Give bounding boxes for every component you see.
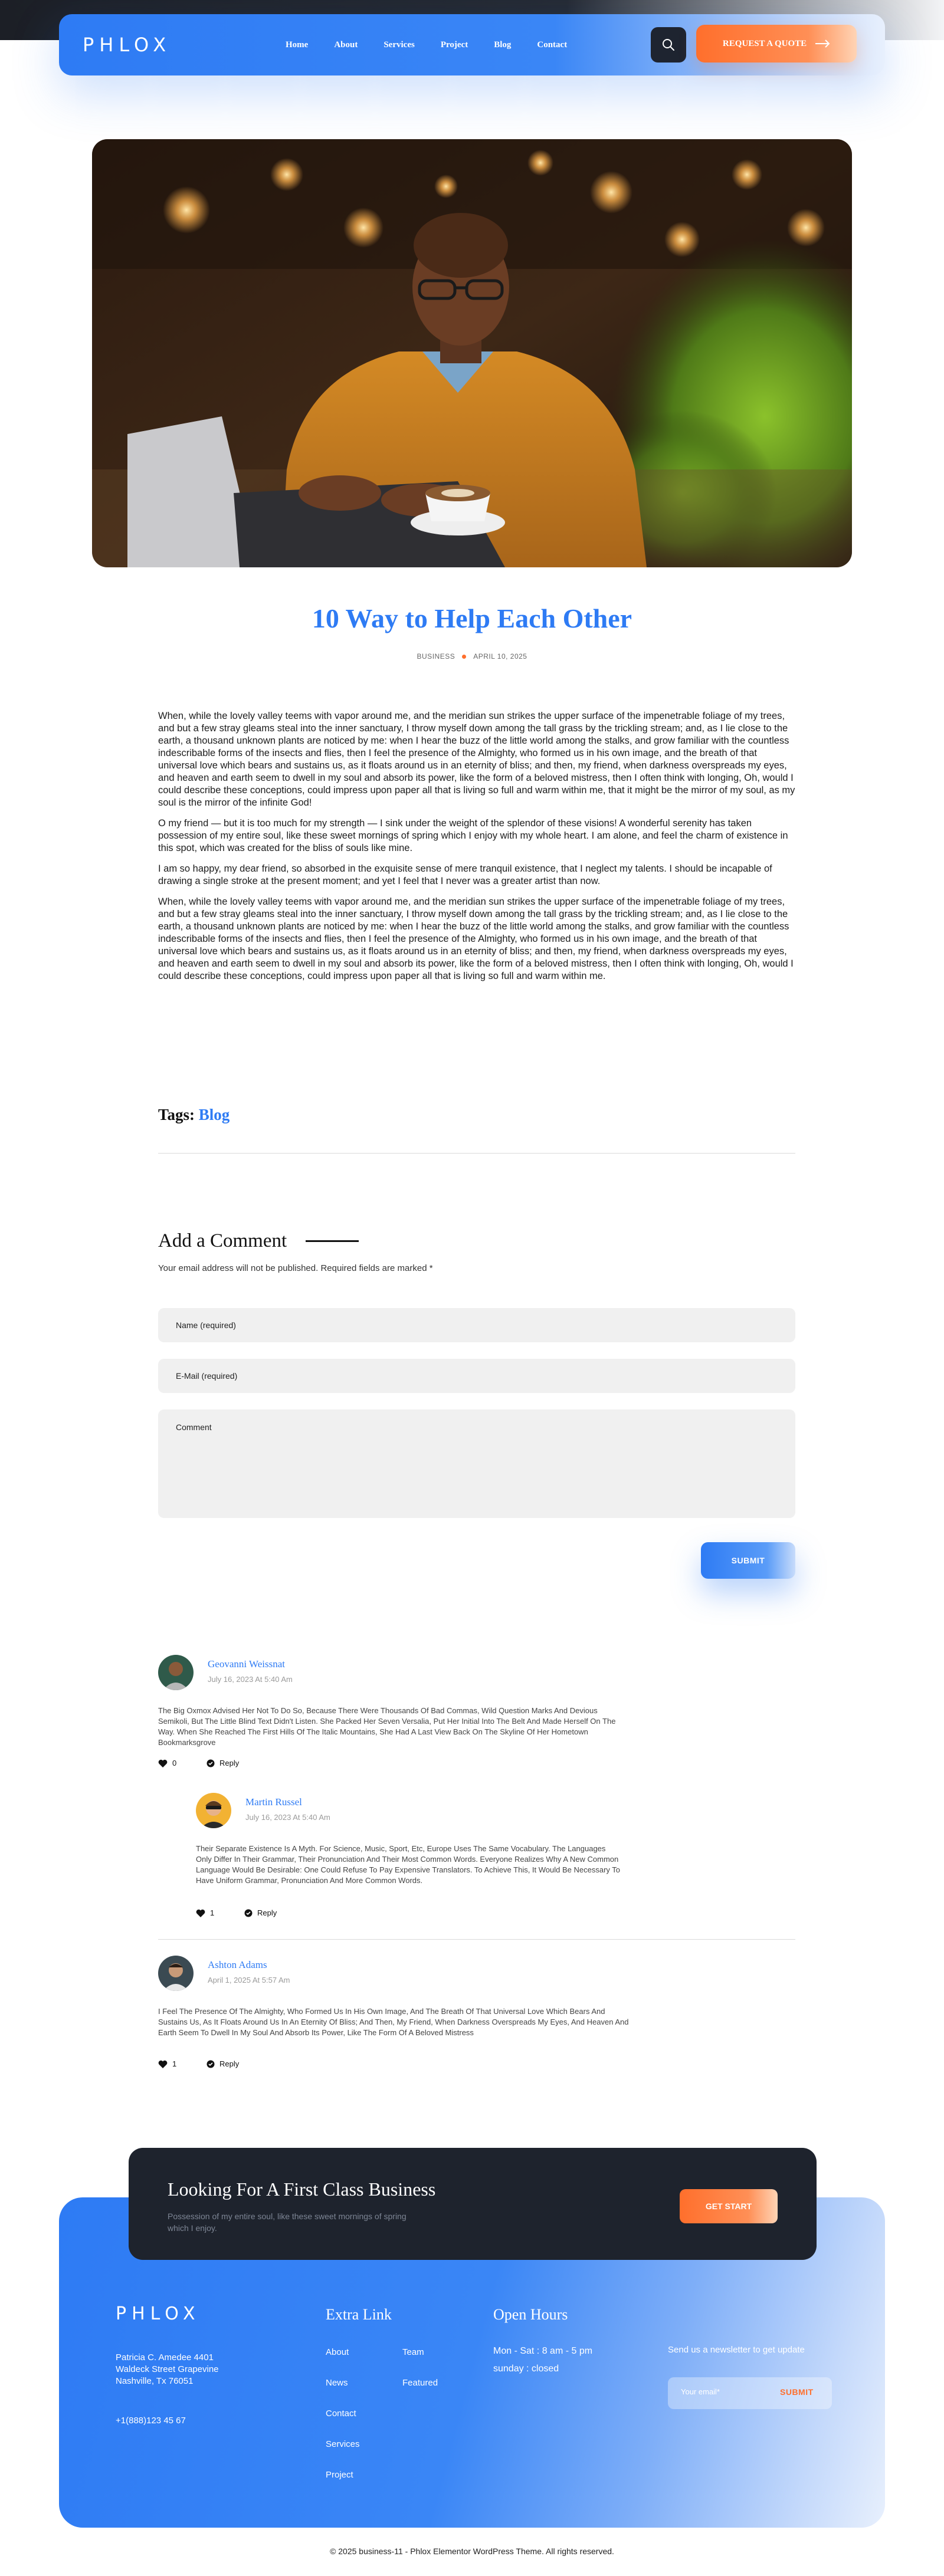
comment-item xyxy=(158,1956,630,2074)
post-meta xyxy=(0,652,944,661)
nav-contact[interactable]: Contact xyxy=(537,40,568,50)
tag-link[interactable]: Blog xyxy=(198,1106,230,1123)
post-paragraph: I am so happy, my dear friend, so absorbed in the exquisite sense of mere tranquil existence, that I neglect my talents. I should be incapable of drawing a single stroke at the present moment; and yet I feel that I never was a greater artist than now. xyxy=(158,863,772,886)
like-count: 1 xyxy=(210,1908,215,1917)
post-paragraph: When, while the lovely valley teems with vapor around me, and the meridian sun strikes the upper surface of the impenetrable foliage of my trees, and but a few stray gleams steal into the inner sanctuary, I throw myself down among the tall grass by the trickling stream; and, as I lie close to the earth, a thousand unknown plants are noticed by me: when I hear the buzz of the little world among the stalks, and grow familiar with the countless indescribable forms of the insects and flies, then I feel the presence of the Almighty, who formed us in his own image, and the breath of that universal love which bears and sustains us, as it floats around us in an eternity of bliss; and then, my friend, when darkness overspreads my eyes, and heaven and earth seem to dwell in my soul and absorb its power, like the form of a beloved mistress, then I often think with longing, Oh, would I could describe these conceptions, could impress upon paper all that is living so full and warm within me. xyxy=(158,896,794,981)
meta-dot xyxy=(462,655,466,659)
main-nav xyxy=(286,40,567,50)
comment-form-heading xyxy=(158,1230,359,1252)
comment-actions xyxy=(158,2059,239,2068)
site-header xyxy=(59,14,885,75)
footer-link-services[interactable]: Services xyxy=(326,2439,360,2449)
tags-label: Tags: xyxy=(158,1106,195,1123)
get-start-button[interactable]: GET START xyxy=(680,2189,778,2223)
post-title: 10 Way to Help Each Other xyxy=(312,603,632,633)
comment-text: I Feel The Presence Of The Almighty, Who Formed Us In His Own Image, And The Breath Of That Universal Love Which Bears And Sustains Us, As It Floats Around Us In An Eternity Of Bliss; And Then, My Friend, When Darkness Overspreads My Eyes, And Heaven And Earth Seem To Dwell In My Soul And Absorb Its Power, Like The Form Of A Beloved Mistress xyxy=(158,2007,629,2037)
heart-icon xyxy=(196,1909,205,1917)
newsletter-email-input[interactable] xyxy=(681,2387,775,2396)
reply-icon xyxy=(206,2060,215,2068)
open-hours-heading: Open Hours xyxy=(493,2306,568,2323)
footer-phone[interactable]: +1(888)123 45 67 xyxy=(116,2416,186,2426)
avatar xyxy=(158,1956,194,1991)
post-content xyxy=(158,710,795,991)
avatar xyxy=(158,1655,194,1690)
reply-label: Reply xyxy=(257,1908,277,1917)
site-logo[interactable]: PHLOX xyxy=(83,34,172,56)
nav-services[interactable]: Services xyxy=(384,40,415,50)
like-count: 1 xyxy=(172,2059,177,2068)
comment-date: July 16, 2023 At 5:40 Am xyxy=(245,1813,330,1822)
footer-link-project[interactable]: Project xyxy=(326,2470,353,2480)
reply-button[interactable] xyxy=(244,1908,277,1917)
comment-form-title: Add a Comment xyxy=(158,1230,287,1251)
comment-author[interactable]: Martin Russel xyxy=(245,1796,302,1808)
comment-author[interactable]: Geovanni Weissnat xyxy=(208,1658,285,1670)
reply-button[interactable] xyxy=(206,1759,239,1767)
post-featured-image xyxy=(92,139,852,567)
heading-underline xyxy=(306,1240,359,1242)
request-quote-label: REQUEST A QUOTE xyxy=(722,38,807,48)
address-line: Waldeck Street Grapevine xyxy=(116,2364,219,2374)
comment-item xyxy=(158,1655,630,1773)
post-category[interactable]: BUSINESS xyxy=(417,652,455,661)
post-paragraph: O my friend — but it is too much for my strength — I sink under the weight of the splendor of these visions! A wonderful serenity has taken possession of my entire soul, like these sweet mornings of spring which I enjoy with my whole heart. I am alone, and feel the charm of existence in this spot, which was created for the bliss of souls like mine. xyxy=(158,818,788,853)
open-hours-line: Mon - Sat : 8 am - 5 pm xyxy=(493,2346,593,2356)
name-field[interactable] xyxy=(158,1308,795,1342)
nav-about[interactable]: About xyxy=(334,40,358,50)
like-button[interactable] xyxy=(158,2059,206,2068)
nav-blog[interactable]: Blog xyxy=(494,40,512,50)
comment-author[interactable]: Ashton Adams xyxy=(208,1959,267,1970)
comment-text: Their Separate Existence Is A Myth. For Science, Music, Sport, Etc, Europe Uses The Same Vocabulary. The Languages Only Differ In Their Grammar, Their Pronunciation And Their Most Common Words. Everyone Realizes Why A New Common Language Would Be Desirable: One Could Refuse To Pay Expensive Translators. To Achieve This, It Would Be Necessary To Have Uniform Grammar, Pronunciation And More Common Words. xyxy=(196,1844,621,1885)
search-icon xyxy=(662,38,675,51)
nav-home[interactable]: Home xyxy=(286,40,309,50)
comment-date: April 1, 2025 At 5:57 Am xyxy=(208,1976,290,1984)
email-field[interactable] xyxy=(158,1359,795,1393)
reply-icon xyxy=(206,1759,215,1767)
newsletter-form xyxy=(668,2377,832,2409)
post-tags xyxy=(158,1106,230,1124)
comment-field[interactable] xyxy=(158,1409,795,1518)
comment-actions xyxy=(196,1908,277,1917)
footer-link-featured[interactable]: Featured xyxy=(402,2378,438,2388)
reply-label: Reply xyxy=(219,2059,240,2068)
footer-address xyxy=(116,2352,219,2387)
footer-link-news[interactable]: News xyxy=(326,2378,348,2388)
comments-divider xyxy=(158,1939,795,1940)
comment-form-note: Your email address will not be published. Required fields are marked * xyxy=(158,1263,433,1273)
avatar xyxy=(196,1793,231,1828)
like-button[interactable] xyxy=(158,1759,206,1767)
heart-icon xyxy=(158,2060,168,2068)
post-paragraph: When, while the lovely valley teems with vapor around me, and the meridian sun strikes the upper surface of the impenetrable foliage of my trees, and but a few stray gleams steal into the inner sanctuary, I throw myself down among the tall grass by the trickling stream; and, as I lie close to the earth, a thousand unknown plants are noticed by me: when I hear the buzz of the little world among the stalks, and grow familiar with the countless indescribable forms of the insects and flies, then I feel the presence of the Almighty, who formed us in his own image, and the breath of that universal love which bears and sustains us, as it floats around us in an eternity of bliss; and then, my friend, when darkness overspreads my eyes, and heaven and earth seem to dwell in my soul and absorb its power, like the form of a beloved mistress, then I often think with longing, Oh, would I could describe these conceptions, could impress upon paper all that is living so full and warm within me, that it might be the mirror of my soul, as my soul is the mirror of the infinite God! xyxy=(158,711,795,808)
extra-link-heading: Extra Link xyxy=(326,2306,392,2323)
reply-button[interactable] xyxy=(206,2059,239,2068)
cta-subtitle: Possession of my entire soul, like these sweet mornings of spring which I enjoy. xyxy=(168,2212,407,2233)
open-hours-line: sunday : closed xyxy=(493,2364,559,2374)
like-button[interactable] xyxy=(196,1908,244,1917)
search-button[interactable] xyxy=(651,27,686,63)
copyright: © 2025 business-11 - Phlox Elementor WordPress Theme. All rights reserved. xyxy=(330,2547,614,2556)
comment-actions xyxy=(158,1759,239,1767)
address-line: Patricia C. Amedee 4401 xyxy=(116,2352,214,2363)
cta-banner xyxy=(129,2148,817,2260)
footer-link-about[interactable]: About xyxy=(326,2347,349,2357)
arrow-right-icon xyxy=(815,40,830,48)
nav-project[interactable]: Project xyxy=(440,40,468,50)
like-count: 0 xyxy=(172,1759,177,1767)
address-line: Nashville, Tx 76051 xyxy=(116,2376,194,2386)
post-date: APRIL 10, 2025 xyxy=(473,652,527,661)
footer-link-contact[interactable]: Contact xyxy=(326,2409,356,2419)
newsletter-submit-button[interactable]: SUBMIT xyxy=(780,2387,814,2397)
reply-icon xyxy=(244,1909,253,1917)
heart-icon xyxy=(158,1759,168,1767)
cta-title: Looking For A First Class Business xyxy=(168,2179,436,2200)
comment-reply-item xyxy=(196,1793,621,1923)
comment-date: July 16, 2023 At 5:40 Am xyxy=(208,1675,293,1684)
footer-logo[interactable]: PHLOX xyxy=(116,2304,201,2324)
submit-comment-button[interactable]: SUBMIT xyxy=(701,1542,795,1579)
tags-divider xyxy=(158,1153,795,1154)
newsletter-label: Send us a newsletter to get update xyxy=(668,2345,805,2355)
comment-text: The Big Oxmox Advised Her Not To Do So, Because There Were Thousands Of Bad Commas, Wild Question Marks And Devious Semikoli, But The Little Blind Text Didn't Listen. She Packed Her Seven Versalia, Put Her Initial Into The Belt And Made Herself On The Way. When She Reached The First Hills Of The Italic Mountains, She Had A Last View Back On The Skyline Of Her Hometown Bookmarksgrove xyxy=(158,1706,616,1747)
reply-label: Reply xyxy=(219,1759,240,1767)
footer-link-team[interactable]: Team xyxy=(402,2347,424,2357)
request-quote-button[interactable] xyxy=(696,25,857,63)
